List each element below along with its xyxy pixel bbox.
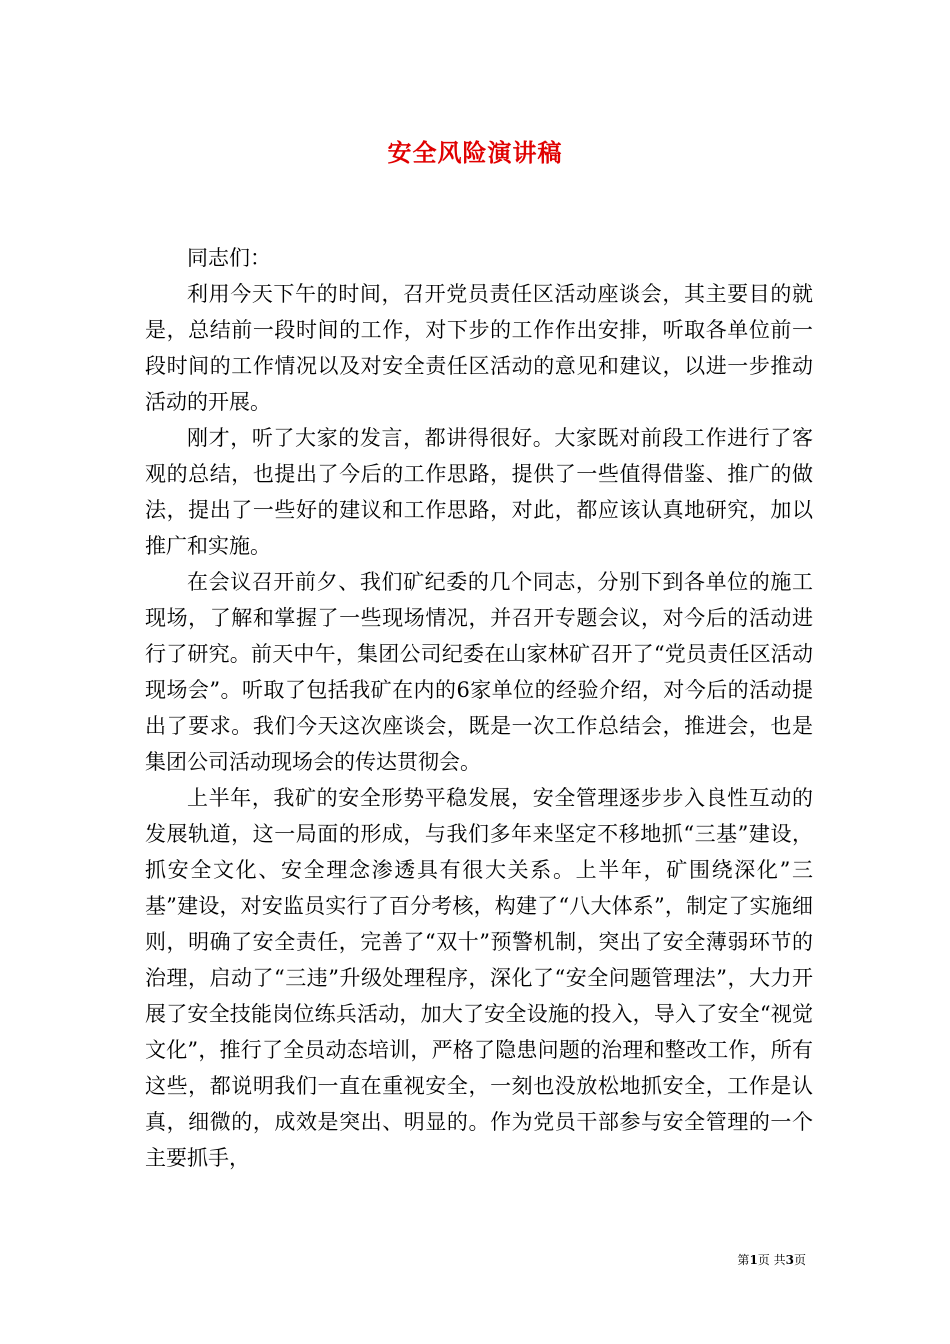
footer-page-number: 1 [749, 1253, 758, 1267]
footer-prefix: 第 [737, 1253, 750, 1267]
document-title: 安全风险演讲稿 [387, 138, 563, 167]
footer-total-pages: 3 [785, 1253, 794, 1267]
page-footer [737, 1251, 806, 1268]
paragraph-4: 上半年，我矿的安全形势平稳发展，安全管理逐步步入良性互动的发展轨道，这一局面的形成，与我们多年来坚定不移地抓“三基”建设，抓安全文化、安全理念渗透具有很大关系。上半年，矿围绕深化”三基”建设，对安监员实行了百分考核，构建了“八大体系”，制定了实施细则，明确了安全责任，完善了“双十”预警机制，突出了安全薄弱环节的治理，启动了“三违”升级处理程序，深化了“安全问题管理法”，大力开展了安全技能岗位练兵活动，加大了安全设施的投入，导入了安全“视觉文化”，推行了全员动态培训，严格了隐患问题的治理和整改工作，所有这些，都说明我们一直在重视安全，一刻也没放松地抓安全，工作是认真，细微的，成效是突出、明显的。作为党员干部参与安全管理的一个主要抓手， [145, 786, 813, 1170]
paragraph-2: 刚才，听了大家的发言，都讲得很好。大家既对前段工作进行了客观的总结，也提出了今后的工作思路，提供了一些值得借鉴、推广的做法，提出了一些好的建议和工作思路，对此，都应该认真地研究，加以推广和实施。 [145, 426, 813, 558]
document-body [145, 240, 813, 1176]
paragraph-1: 利用今天下午的时间，召开党员责任区活动座谈会，其主要目的就是，总结前一段时间的工作，对下步的工作作出安排，听取各单位前一段时间的工作情况以及对安全责任区活动的意见和建议，以进一步推动活动的开展。 [145, 282, 813, 414]
paragraph-3: 在会议召开前夕、我们矿纪委的几个同志，分别下到各单位的施工现场，了解和掌握了一些现场情况，并召开专题会议，对今后的活动进行了研究。前天中午，集团公司纪委在山家林矿召开了“党员责任区活动现场会”。听取了包括我矿在内的6家单位的经验介绍，对今后的活动提出了要求。我们今天这次座谈会，既是一次工作总结会，推进会，也是集团公司活动现场会的传达贯彻会。 [145, 570, 813, 774]
salutation: 同志们： [187, 246, 271, 270]
footer-middle: 页 共 [757, 1253, 786, 1267]
footer-suffix: 页 [793, 1253, 806, 1267]
